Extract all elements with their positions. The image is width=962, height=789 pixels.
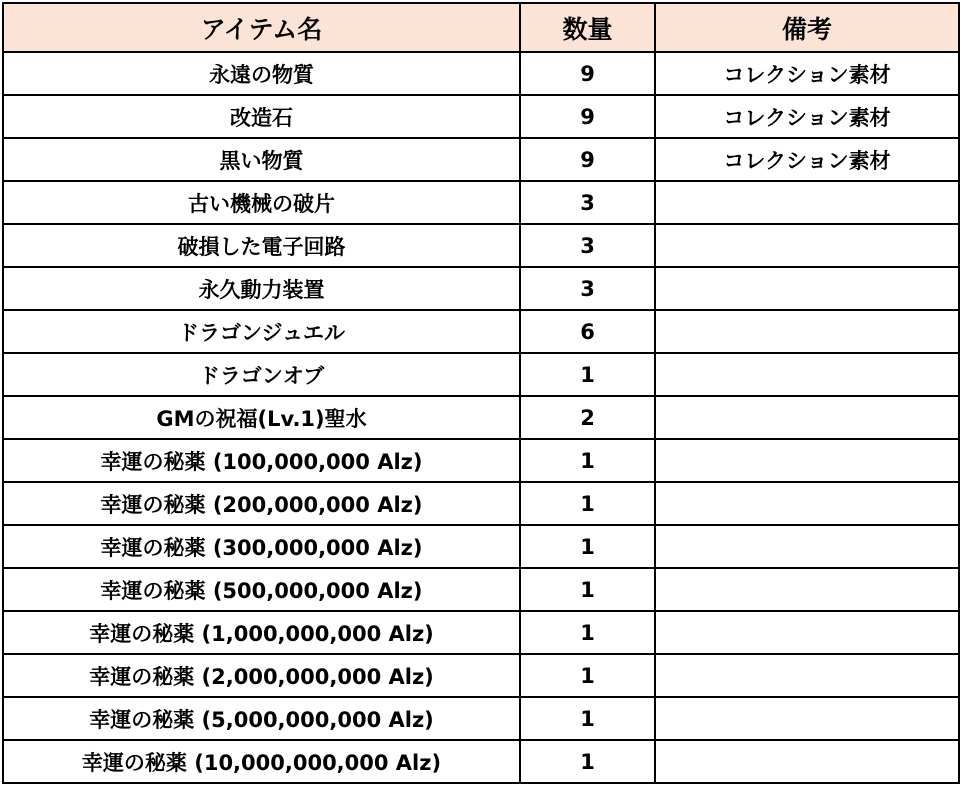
item-table: [2, 2, 960, 784]
quantity-cell: 6: [520, 310, 655, 353]
remarks-cell: コレクション素材: [655, 138, 959, 181]
remarks-cell: [655, 525, 959, 568]
column-header-quantity: 数量: [520, 3, 655, 52]
column-header-remarks: 備考: [655, 3, 959, 52]
remarks-cell: [655, 267, 959, 310]
remarks-cell: [655, 224, 959, 267]
remarks-cell: [655, 611, 959, 654]
remarks-cell: [655, 697, 959, 740]
table-row: [3, 525, 959, 568]
item-name-cell: 幸運の秘薬 (500,000,000 Alz): [3, 568, 520, 611]
quantity-cell: 1: [520, 654, 655, 697]
table-row: [3, 654, 959, 697]
item-name-cell: 黒い物質: [3, 138, 520, 181]
table-row: [3, 482, 959, 525]
item-name-cell: 幸運の秘薬 (10,000,000,000 Alz): [3, 740, 520, 783]
remarks-cell: [655, 654, 959, 697]
remarks-cell: [655, 396, 959, 439]
item-name-cell: 改造石: [3, 95, 520, 138]
table-row: [3, 568, 959, 611]
remarks-cell: [655, 568, 959, 611]
item-name-cell: 幸運の秘薬 (5,000,000,000 Alz): [3, 697, 520, 740]
item-name-cell: ドラゴンジュエル: [3, 310, 520, 353]
table-row: [3, 611, 959, 654]
table-row: [3, 697, 959, 740]
item-name-cell: 幸運の秘薬 (200,000,000 Alz): [3, 482, 520, 525]
remarks-cell: [655, 353, 959, 396]
item-name-cell: 幸運の秘薬 (1,000,000,000 Alz): [3, 611, 520, 654]
table-header-row: [3, 3, 959, 52]
quantity-cell: 1: [520, 482, 655, 525]
item-name-cell: GMの祝福(Lv.1)聖水: [3, 396, 520, 439]
remarks-cell: [655, 181, 959, 224]
quantity-cell: 1: [520, 568, 655, 611]
column-header-item-name: アイテム名: [3, 3, 520, 52]
table-row: [3, 224, 959, 267]
quantity-cell: 3: [520, 181, 655, 224]
remarks-cell: コレクション素材: [655, 52, 959, 95]
item-name-cell: 破損した電子回路: [3, 224, 520, 267]
item-name-cell: 永久動力装置: [3, 267, 520, 310]
remarks-cell: [655, 482, 959, 525]
remarks-cell: [655, 740, 959, 783]
table-row: [3, 353, 959, 396]
quantity-cell: 1: [520, 740, 655, 783]
table-row: [3, 95, 959, 138]
table-row: [3, 138, 959, 181]
item-name-cell: 幸運の秘薬 (2,000,000,000 Alz): [3, 654, 520, 697]
table-row: [3, 740, 959, 783]
table-row: [3, 181, 959, 224]
quantity-cell: 2: [520, 396, 655, 439]
table-row: [3, 439, 959, 482]
table-row: [3, 267, 959, 310]
quantity-cell: 9: [520, 52, 655, 95]
quantity-cell: 9: [520, 138, 655, 181]
quantity-cell: 1: [520, 525, 655, 568]
table-row: [3, 52, 959, 95]
item-name-cell: 幸運の秘薬 (300,000,000 Alz): [3, 525, 520, 568]
quantity-cell: 1: [520, 611, 655, 654]
item-name-cell: 永遠の物質: [3, 52, 520, 95]
quantity-cell: 3: [520, 224, 655, 267]
remarks-cell: コレクション素材: [655, 95, 959, 138]
quantity-cell: 1: [520, 697, 655, 740]
item-name-cell: 古い機械の破片: [3, 181, 520, 224]
remarks-cell: [655, 310, 959, 353]
item-name-cell: ドラゴンオブ: [3, 353, 520, 396]
quantity-cell: 1: [520, 353, 655, 396]
quantity-cell: 3: [520, 267, 655, 310]
remarks-cell: [655, 439, 959, 482]
quantity-cell: 1: [520, 439, 655, 482]
quantity-cell: 9: [520, 95, 655, 138]
table-row: [3, 396, 959, 439]
item-name-cell: 幸運の秘薬 (100,000,000 Alz): [3, 439, 520, 482]
table-row: [3, 310, 959, 353]
